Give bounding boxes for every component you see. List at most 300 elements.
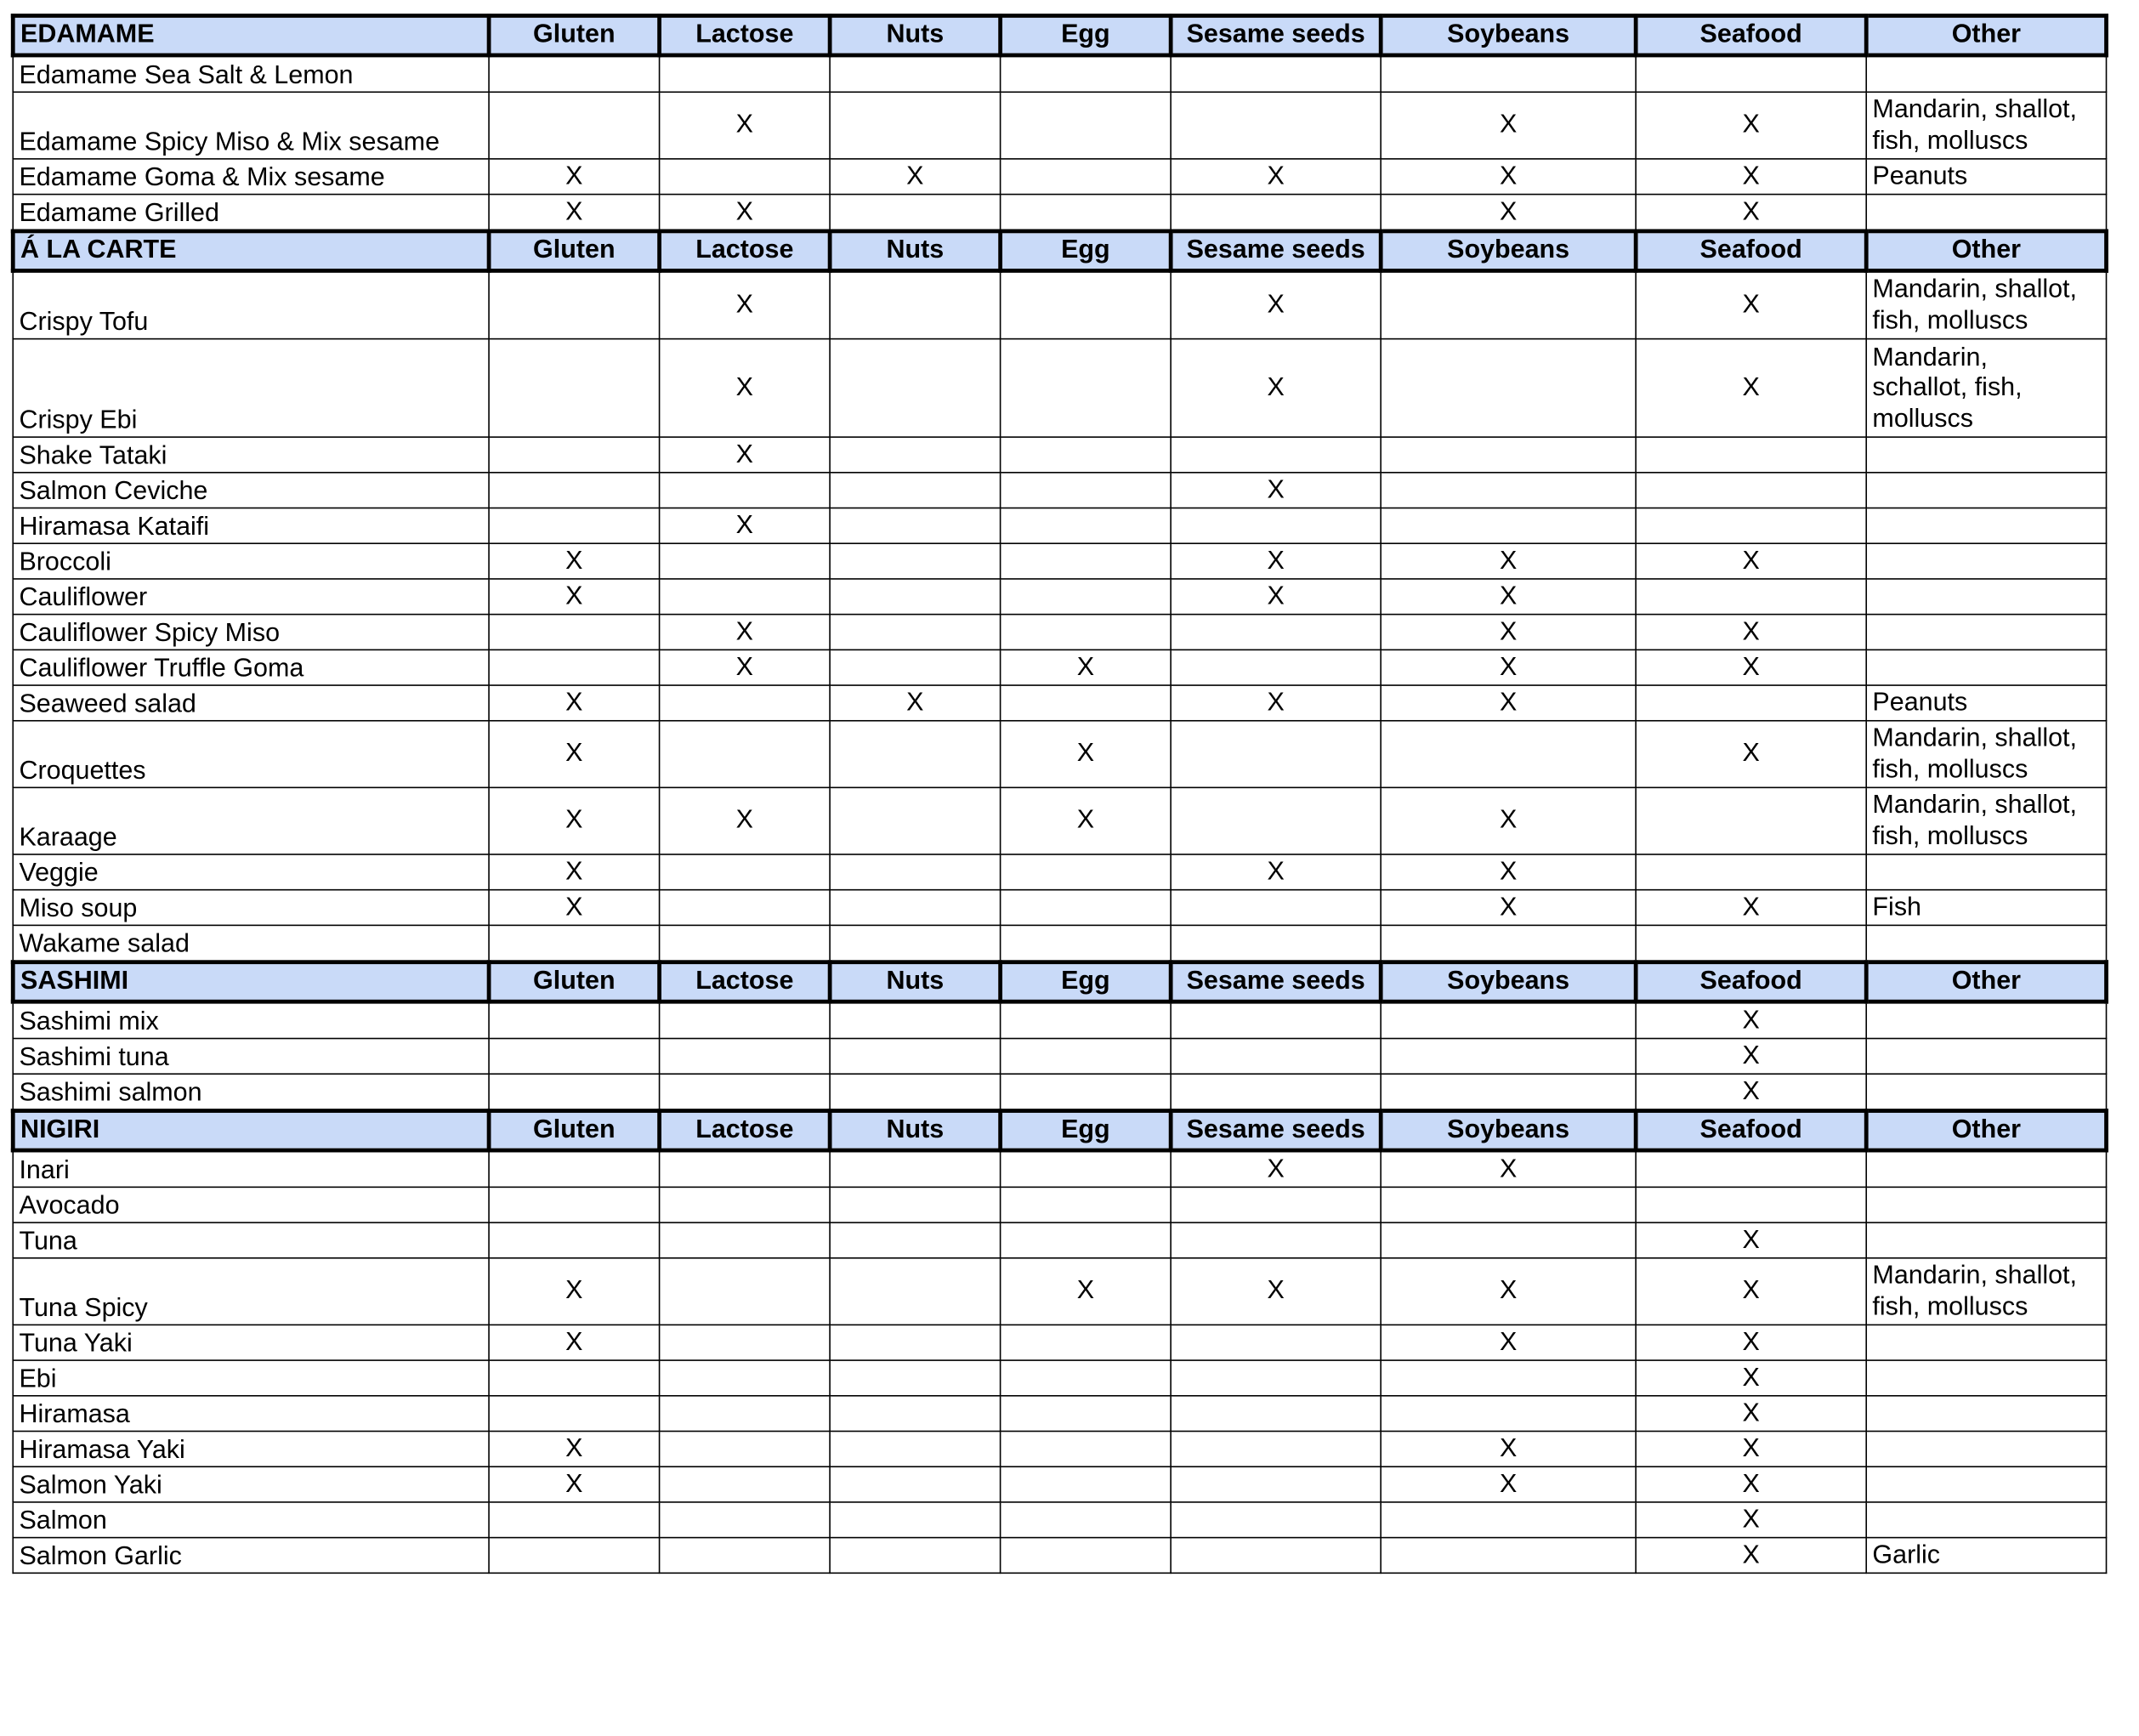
allergen-cell-egg[interactable] [1001, 579, 1172, 615]
allergen-cell-egg[interactable] [1001, 854, 1172, 890]
allergen-cell-nuts[interactable] [830, 508, 1001, 544]
allergen-cell-egg[interactable] [1001, 1538, 1172, 1574]
allergen-cell-lactose[interactable] [660, 925, 831, 962]
allergen-cell-gluten[interactable] [489, 1360, 660, 1396]
allergen-cell-soybeans[interactable] [1381, 1074, 1636, 1110]
allergen-cell-seafood[interactable]: X [1636, 721, 1866, 788]
allergen-cell-seafood[interactable]: X [1636, 1396, 1866, 1432]
dish-name-cell[interactable]: Salmon Garlic [13, 1538, 489, 1574]
allergen-cell-sesame-seeds[interactable] [1171, 1396, 1381, 1432]
allergen-cell-seafood[interactable] [1636, 1187, 1866, 1223]
allergen-cell-seafood[interactable]: X [1636, 1538, 1866, 1574]
allergen-cell-lactose[interactable] [660, 1150, 831, 1187]
dish-name-cell[interactable]: Cauliflower Spicy Miso [13, 615, 489, 650]
allergen-cell-gluten[interactable] [489, 1187, 660, 1223]
allergen-cell-egg[interactable] [1001, 1150, 1172, 1187]
allergen-cell-gluten[interactable] [489, 1396, 660, 1432]
allergen-cell-sesame-seeds[interactable]: X [1171, 685, 1381, 721]
allergen-cell-nuts[interactable] [830, 55, 1001, 92]
other-allergens-cell[interactable] [1866, 1502, 2106, 1538]
allergen-cell-egg[interactable] [1001, 1502, 1172, 1538]
allergen-cell-soybeans[interactable] [1381, 339, 1636, 437]
allergen-cell-nuts[interactable] [830, 92, 1001, 159]
allergen-cell-nuts[interactable] [830, 1325, 1001, 1360]
other-allergens-cell[interactable] [1866, 195, 2106, 231]
allergen-cell-gluten[interactable] [489, 437, 660, 473]
allergen-cell-seafood[interactable]: X [1636, 270, 1866, 338]
allergen-cell-lactose[interactable] [660, 579, 831, 615]
allergen-cell-soybeans[interactable]: X [1381, 787, 1636, 854]
other-allergens-cell[interactable] [1866, 55, 2106, 92]
allergen-cell-soybeans[interactable]: X [1381, 1467, 1636, 1502]
other-allergens-cell[interactable] [1866, 1039, 2106, 1075]
allergen-cell-nuts[interactable] [830, 1150, 1001, 1187]
allergen-cell-seafood[interactable] [1636, 508, 1866, 544]
allergen-cell-nuts[interactable] [830, 579, 1001, 615]
allergen-cell-seafood[interactable]: X [1636, 890, 1866, 926]
allergen-cell-seafood[interactable] [1636, 925, 1866, 962]
allergen-cell-seafood[interactable] [1636, 473, 1866, 508]
allergen-cell-nuts[interactable] [830, 1223, 1001, 1258]
allergen-cell-soybeans[interactable]: X [1381, 1432, 1636, 1467]
dish-name-cell[interactable]: Hiramasa Yaki [13, 1432, 489, 1467]
allergen-cell-soybeans[interactable] [1381, 437, 1636, 473]
other-allergens-cell[interactable] [1866, 1325, 2106, 1360]
allergen-cell-gluten[interactable] [489, 1223, 660, 1258]
allergen-cell-egg[interactable] [1001, 615, 1172, 650]
allergen-cell-gluten[interactable]: X [489, 890, 660, 926]
dish-name-cell[interactable]: Salmon Yaki [13, 1467, 489, 1502]
allergen-cell-egg[interactable] [1001, 55, 1172, 92]
section-header-row [13, 962, 2106, 1002]
dish-name-cell[interactable]: Tuna Yaki [13, 1325, 489, 1360]
allergen-cell-lactose[interactable] [660, 1432, 831, 1467]
allergen-cell-seafood[interactable] [1636, 579, 1866, 615]
other-allergens-cell[interactable] [1866, 615, 2106, 650]
allergen-cell-seafood[interactable] [1636, 787, 1866, 854]
allergen-cell-nuts[interactable] [830, 339, 1001, 437]
allergen-cell-gluten[interactable] [489, 615, 660, 650]
other-allergens-cell[interactable] [1866, 1150, 2106, 1187]
dish-name-cell[interactable]: Cauliflower [13, 579, 489, 615]
allergen-cell-egg[interactable]: X [1001, 721, 1172, 788]
allergen-cell-lactose[interactable] [660, 55, 831, 92]
other-allergens-cell[interactable] [1866, 854, 2106, 890]
allergen-cell-lactose[interactable] [660, 721, 831, 788]
other-allergens-cell[interactable]: Fish [1866, 890, 2106, 926]
allergen-cell-nuts[interactable] [830, 195, 1001, 231]
dish-name-cell[interactable]: Sashimi mix [13, 1001, 489, 1038]
allergen-cell-lactose[interactable] [660, 543, 831, 579]
allergen-cell-seafood[interactable] [1636, 685, 1866, 721]
dish-name-cell[interactable]: Shake Tataki [13, 437, 489, 473]
allergen-cell-sesame-seeds[interactable]: X [1171, 473, 1381, 508]
allergen-cell-nuts[interactable] [830, 890, 1001, 926]
other-allergens-cell[interactable] [1866, 1223, 2106, 1258]
allergen-cell-lactose[interactable]: X [660, 508, 831, 544]
allergen-cell-seafood[interactable]: X [1636, 1223, 1866, 1258]
allergen-cell-egg[interactable] [1001, 1360, 1172, 1396]
allergen-cell-seafood[interactable]: X [1636, 339, 1866, 437]
allergen-cell-soybeans[interactable]: X [1381, 159, 1636, 195]
allergen-cell-nuts[interactable] [830, 1001, 1001, 1038]
allergen-cell-soybeans[interactable] [1381, 508, 1636, 544]
allergen-cell-nuts[interactable] [830, 1258, 1001, 1325]
other-allergens-cell[interactable] [1866, 543, 2106, 579]
allergen-cell-sesame-seeds[interactable] [1171, 195, 1381, 231]
dish-name-cell[interactable]: Hiramasa [13, 1396, 489, 1432]
allergen-cell-gluten[interactable] [489, 1074, 660, 1110]
other-allergens-cell[interactable] [1866, 1396, 2106, 1432]
allergen-cell-nuts[interactable] [830, 1396, 1001, 1432]
allergen-cell-sesame-seeds[interactable] [1171, 1432, 1381, 1467]
allergen-cell-nuts[interactable] [830, 787, 1001, 854]
dish-name-cell[interactable]: Crispy Tofu [13, 270, 489, 338]
column-header-gluten: Gluten [489, 962, 660, 1002]
dish-name-cell[interactable]: Karaage [13, 787, 489, 854]
allergen-cell-sesame-seeds[interactable] [1171, 437, 1381, 473]
allergen-cell-egg[interactable] [1001, 1039, 1172, 1075]
allergen-cell-sesame-seeds[interactable] [1171, 1001, 1381, 1038]
allergen-cell-nuts[interactable] [830, 925, 1001, 962]
allergen-cell-egg[interactable] [1001, 685, 1172, 721]
allergen-cell-lactose[interactable] [660, 685, 831, 721]
allergen-cell-egg[interactable] [1001, 1074, 1172, 1110]
dish-name-cell[interactable]: Hiramasa Kataifi [13, 508, 489, 544]
allergen-cell-gluten[interactable] [489, 55, 660, 92]
dish-name-cell[interactable]: Miso soup [13, 890, 489, 926]
allergen-cell-egg[interactable] [1001, 195, 1172, 231]
allergen-cell-gluten[interactable]: X [489, 685, 660, 721]
allergen-cell-lactose[interactable] [660, 1360, 831, 1396]
allergen-cell-sesame-seeds[interactable] [1171, 650, 1381, 685]
allergen-cell-gluten[interactable]: X [489, 543, 660, 579]
allergen-cell-soybeans[interactable] [1381, 721, 1636, 788]
other-allergens-cell[interactable] [1866, 1432, 2106, 1467]
allergen-cell-gluten[interactable]: X [489, 787, 660, 854]
allergen-cell-gluten[interactable]: X [489, 195, 660, 231]
allergen-cell-egg[interactable] [1001, 1187, 1172, 1223]
allergen-cell-sesame-seeds[interactable] [1171, 1538, 1381, 1574]
allergen-cell-sesame-seeds[interactable] [1171, 787, 1381, 854]
allergen-cell-lactose[interactable] [660, 1502, 831, 1538]
allergen-cell-seafood[interactable]: X [1636, 1432, 1866, 1467]
allergen-cell-sesame-seeds[interactable] [1171, 1467, 1381, 1502]
other-allergens-cell[interactable]: Mandarin, shallot, fish, molluscs [1866, 92, 2106, 159]
allergen-cell-lactose[interactable] [660, 1396, 831, 1432]
allergen-cell-seafood[interactable]: X [1636, 92, 1866, 159]
allergen-cell-egg[interactable] [1001, 1396, 1172, 1432]
allergen-cell-gluten[interactable]: X [489, 1325, 660, 1360]
allergen-cell-sesame-seeds[interactable] [1171, 1074, 1381, 1110]
allergen-cell-seafood[interactable] [1636, 854, 1866, 890]
allergen-cell-sesame-seeds[interactable] [1171, 615, 1381, 650]
allergen-cell-nuts[interactable] [830, 1187, 1001, 1223]
allergen-cell-lactose[interactable]: X [660, 270, 831, 338]
allergen-cell-lactose[interactable] [660, 1187, 831, 1223]
allergen-cell-egg[interactable] [1001, 890, 1172, 926]
allergen-cell-lactose[interactable]: X [660, 339, 831, 437]
dish-name-cell[interactable]: Crispy Ebi [13, 339, 489, 437]
other-allergens-cell[interactable] [1866, 650, 2106, 685]
allergen-cell-soybeans[interactable]: X [1381, 579, 1636, 615]
allergen-cell-sesame-seeds[interactable]: X [1171, 159, 1381, 195]
allergen-cell-lactose[interactable] [660, 1074, 831, 1110]
allergen-cell-seafood[interactable]: X [1636, 1039, 1866, 1075]
allergen-cell-nuts[interactable] [830, 437, 1001, 473]
allergen-cell-nuts[interactable] [830, 1538, 1001, 1574]
allergen-cell-lactose[interactable]: X [660, 615, 831, 650]
dish-name-cell[interactable]: Croquettes [13, 721, 489, 788]
allergen-cell-lactose[interactable] [660, 1258, 831, 1325]
allergen-cell-gluten[interactable] [489, 339, 660, 437]
allergen-cell-seafood[interactable]: X [1636, 1360, 1866, 1396]
dish-name-cell[interactable]: Edamame Sea Salt & Lemon [13, 55, 489, 92]
other-allergens-cell[interactable] [1866, 508, 2106, 544]
allergen-cell-soybeans[interactable] [1381, 473, 1636, 508]
allergen-cell-egg[interactable] [1001, 1467, 1172, 1502]
other-allergens-cell[interactable] [1866, 1467, 2106, 1502]
other-allergens-cell[interactable]: Peanuts [1866, 685, 2106, 721]
allergen-cell-seafood[interactable]: X [1636, 543, 1866, 579]
other-allergens-cell[interactable]: Mandarin, schallot, fish, molluscs [1866, 339, 2106, 437]
allergen-cell-egg[interactable] [1001, 1325, 1172, 1360]
dish-name-cell[interactable]: Salmon Ceviche [13, 473, 489, 508]
allergen-cell-seafood[interactable]: X [1636, 159, 1866, 195]
allergen-cell-egg[interactable]: X [1001, 787, 1172, 854]
dish-name-cell[interactable]: Ebi [13, 1360, 489, 1396]
allergen-cell-soybeans[interactable]: X [1381, 650, 1636, 685]
allergen-cell-soybeans[interactable]: X [1381, 615, 1636, 650]
other-allergens-cell[interactable] [1866, 1360, 2106, 1396]
table-row [13, 1360, 2106, 1396]
allergen-cell-nuts[interactable] [830, 1074, 1001, 1110]
allergen-cell-lactose[interactable] [660, 159, 831, 195]
allergen-cell-egg[interactable] [1001, 508, 1172, 544]
allergen-cell-seafood[interactable]: X [1636, 1001, 1866, 1038]
allergen-cell-soybeans[interactable] [1381, 1360, 1636, 1396]
allergen-cell-gluten[interactable] [489, 270, 660, 338]
allergen-cell-sesame-seeds[interactable]: X [1171, 543, 1381, 579]
allergen-cell-lactose[interactable] [660, 1001, 831, 1038]
allergen-cell-gluten[interactable] [489, 1039, 660, 1075]
allergen-cell-gluten[interactable]: X [489, 721, 660, 788]
allergen-cell-soybeans[interactable] [1381, 270, 1636, 338]
allergen-cell-seafood[interactable]: X [1636, 1074, 1866, 1110]
other-allergens-cell[interactable] [1866, 1074, 2106, 1110]
allergen-cell-gluten[interactable] [489, 92, 660, 159]
allergen-cell-lactose[interactable]: X [660, 437, 831, 473]
allergen-cell-sesame-seeds[interactable]: X [1171, 339, 1381, 437]
allergen-cell-sesame-seeds[interactable] [1171, 55, 1381, 92]
allergen-cell-soybeans[interactable] [1381, 1001, 1636, 1038]
allergen-cell-gluten[interactable] [489, 925, 660, 962]
allergen-cell-soybeans[interactable] [1381, 925, 1636, 962]
dish-name-cell[interactable]: Sashimi salmon [13, 1074, 489, 1110]
other-allergens-cell[interactable]: Mandarin, shallot, fish, molluscs [1866, 270, 2106, 338]
other-allergens-cell[interactable] [1866, 473, 2106, 508]
allergen-cell-seafood[interactable]: X [1636, 1502, 1866, 1538]
allergen-cell-lactose[interactable] [660, 473, 831, 508]
allergen-cell-egg[interactable] [1001, 92, 1172, 159]
allergen-cell-sesame-seeds[interactable]: X [1171, 579, 1381, 615]
allergen-cell-gluten[interactable] [489, 1538, 660, 1574]
allergen-cell-sesame-seeds[interactable] [1171, 1502, 1381, 1538]
allergen-cell-sesame-seeds[interactable] [1171, 508, 1381, 544]
allergen-cell-seafood[interactable]: X [1636, 615, 1866, 650]
allergen-cell-egg[interactable] [1001, 437, 1172, 473]
other-allergens-cell[interactable]: Mandarin, shallot, fish, molluscs [1866, 787, 2106, 854]
allergen-cell-seafood[interactable]: X [1636, 1325, 1866, 1360]
allergen-cell-seafood[interactable]: X [1636, 1467, 1866, 1502]
allergen-cell-sesame-seeds[interactable] [1171, 890, 1381, 926]
allergen-cell-lactose[interactable]: X [660, 92, 831, 159]
other-allergens-cell[interactable]: Mandarin, shallot, fish, molluscs [1866, 721, 2106, 788]
allergen-cell-seafood[interactable] [1636, 55, 1866, 92]
allergen-cell-gluten[interactable]: X [489, 159, 660, 195]
allergen-cell-sesame-seeds[interactable] [1171, 721, 1381, 788]
allergen-cell-seafood[interactable]: X [1636, 650, 1866, 685]
allergen-cell-egg[interactable]: X [1001, 650, 1172, 685]
allergen-cell-nuts[interactable] [830, 1502, 1001, 1538]
allergen-cell-soybeans[interactable]: X [1381, 685, 1636, 721]
allergen-cell-nuts[interactable] [830, 1432, 1001, 1467]
allergen-cell-gluten[interactable] [489, 1001, 660, 1038]
allergen-cell-soybeans[interactable] [1381, 1502, 1636, 1538]
allergen-cell-nuts[interactable]: X [830, 159, 1001, 195]
dish-name-cell[interactable]: Cauliflower Truffle Goma [13, 650, 489, 685]
dish-name-cell[interactable]: Tuna Spicy [13, 1258, 489, 1325]
allergen-cell-sesame-seeds[interactable] [1171, 1187, 1381, 1223]
allergen-cell-lactose[interactable] [660, 1538, 831, 1574]
dish-name-cell[interactable]: Avocado [13, 1187, 489, 1223]
other-allergens-cell[interactable] [1866, 925, 2106, 962]
allergen-cell-seafood[interactable] [1636, 1150, 1866, 1187]
allergen-cell-lactose[interactable]: X [660, 650, 831, 685]
allergen-cell-soybeans[interactable] [1381, 1187, 1636, 1223]
allergen-cell-lactose[interactable] [660, 854, 831, 890]
dish-name-cell[interactable]: Inari [13, 1150, 489, 1187]
allergen-cell-gluten[interactable]: X [489, 1432, 660, 1467]
allergen-cell-egg[interactable] [1001, 925, 1172, 962]
other-allergens-cell[interactable]: Mandarin, shallot, fish, molluscs [1866, 1258, 2106, 1325]
allergen-cell-egg[interactable] [1001, 159, 1172, 195]
allergen-cell-soybeans[interactable]: X [1381, 1325, 1636, 1360]
other-allergens-cell[interactable] [1866, 1187, 2106, 1223]
allergen-cell-seafood[interactable] [1636, 437, 1866, 473]
other-allergens-cell[interactable] [1866, 437, 2106, 473]
dish-name-cell[interactable]: Tuna [13, 1223, 489, 1258]
allergen-cell-soybeans[interactable]: X [1381, 1150, 1636, 1187]
allergen-cell-sesame-seeds[interactable] [1171, 925, 1381, 962]
allergen-cell-nuts[interactable] [830, 473, 1001, 508]
allergen-cell-nuts[interactable] [830, 854, 1001, 890]
allergen-cell-egg[interactable]: X [1001, 1258, 1172, 1325]
allergen-cell-egg[interactable] [1001, 1223, 1172, 1258]
allergen-cell-soybeans[interactable]: X [1381, 195, 1636, 231]
allergen-cell-lactose[interactable]: X [660, 787, 831, 854]
other-allergens-cell[interactable] [1866, 579, 2106, 615]
allergen-cell-sesame-seeds[interactable] [1171, 1039, 1381, 1075]
allergen-cell-soybeans[interactable]: X [1381, 1258, 1636, 1325]
allergen-cell-lactose[interactable] [660, 890, 831, 926]
allergen-cell-seafood[interactable]: X [1636, 195, 1866, 231]
allergen-cell-egg[interactable] [1001, 339, 1172, 437]
allergen-cell-gluten[interactable] [489, 650, 660, 685]
allergen-cell-sesame-seeds[interactable] [1171, 92, 1381, 159]
allergen-cell-nuts[interactable] [830, 1360, 1001, 1396]
allergen-cell-nuts[interactable] [830, 270, 1001, 338]
dish-name-cell[interactable]: Sashimi tuna [13, 1039, 489, 1075]
other-allergens-cell[interactable]: Garlic [1866, 1538, 2106, 1574]
allergen-cell-soybeans[interactable]: X [1381, 543, 1636, 579]
allergen-cell-egg[interactable] [1001, 1432, 1172, 1467]
allergen-cell-egg[interactable] [1001, 270, 1172, 338]
allergen-cell-sesame-seeds[interactable]: X [1171, 270, 1381, 338]
dish-name-cell[interactable]: Edamame Goma & Mix sesame [13, 159, 489, 195]
allergen-cell-sesame-seeds[interactable]: X [1171, 854, 1381, 890]
allergen-cell-seafood[interactable]: X [1636, 1258, 1866, 1325]
allergen-cell-nuts[interactable] [830, 1039, 1001, 1075]
allergen-cell-soybeans[interactable]: X [1381, 92, 1636, 159]
allergen-cell-sesame-seeds[interactable]: X [1171, 1150, 1381, 1187]
allergen-cell-gluten[interactable]: X [489, 1258, 660, 1325]
allergen-cell-sesame-seeds[interactable]: X [1171, 1258, 1381, 1325]
dish-name-cell[interactable]: Edamame Spicy Miso & Mix sesame [13, 92, 489, 159]
dish-name-cell[interactable]: Broccoli [13, 543, 489, 579]
allergen-cell-gluten[interactable] [489, 508, 660, 544]
allergen-cell-sesame-seeds[interactable] [1171, 1360, 1381, 1396]
allergen-cell-gluten[interactable]: X [489, 1467, 660, 1502]
allergen-cell-soybeans[interactable]: X [1381, 890, 1636, 926]
allergen-cell-nuts[interactable] [830, 721, 1001, 788]
allergen-cell-lactose[interactable] [660, 1325, 831, 1360]
allergen-cell-nuts[interactable] [830, 650, 1001, 685]
other-allergens-cell[interactable] [1866, 1001, 2106, 1038]
allergen-cell-soybeans[interactable]: X [1381, 854, 1636, 890]
allergen-cell-soybeans[interactable] [1381, 55, 1636, 92]
allergen-cell-gluten[interactable]: X [489, 854, 660, 890]
allergen-cell-egg[interactable] [1001, 543, 1172, 579]
allergen-cell-gluten[interactable] [489, 1502, 660, 1538]
allergen-cell-lactose[interactable] [660, 1467, 831, 1502]
allergen-cell-egg[interactable] [1001, 1001, 1172, 1038]
allergen-cell-lactose[interactable]: X [660, 195, 831, 231]
allergen-cell-gluten[interactable] [489, 1150, 660, 1187]
dish-name-cell[interactable]: Wakame salad [13, 925, 489, 962]
allergen-cell-lactose[interactable] [660, 1223, 831, 1258]
allergen-cell-nuts[interactable] [830, 543, 1001, 579]
allergen-cell-lactose[interactable] [660, 1039, 831, 1075]
allergen-cell-sesame-seeds[interactable] [1171, 1325, 1381, 1360]
allergen-cell-nuts[interactable] [830, 1467, 1001, 1502]
dish-name-cell[interactable]: Edamame Grilled [13, 195, 489, 231]
dish-name-cell[interactable]: Veggie [13, 854, 489, 890]
other-allergens-cell[interactable]: Peanuts [1866, 159, 2106, 195]
allergen-cell-nuts[interactable] [830, 615, 1001, 650]
dish-name-cell[interactable]: Seaweed salad [13, 685, 489, 721]
allergen-cell-soybeans[interactable] [1381, 1538, 1636, 1574]
allergen-cell-nuts[interactable]: X [830, 685, 1001, 721]
allergen-cell-soybeans[interactable] [1381, 1396, 1636, 1432]
dish-name-cell[interactable]: Salmon [13, 1502, 489, 1538]
allergen-cell-soybeans[interactable] [1381, 1223, 1636, 1258]
allergen-cell-gluten[interactable]: X [489, 579, 660, 615]
allergen-cell-gluten[interactable] [489, 473, 660, 508]
allergen-cell-sesame-seeds[interactable] [1171, 1223, 1381, 1258]
allergen-cell-egg[interactable] [1001, 473, 1172, 508]
allergen-cell-soybeans[interactable] [1381, 1039, 1636, 1075]
